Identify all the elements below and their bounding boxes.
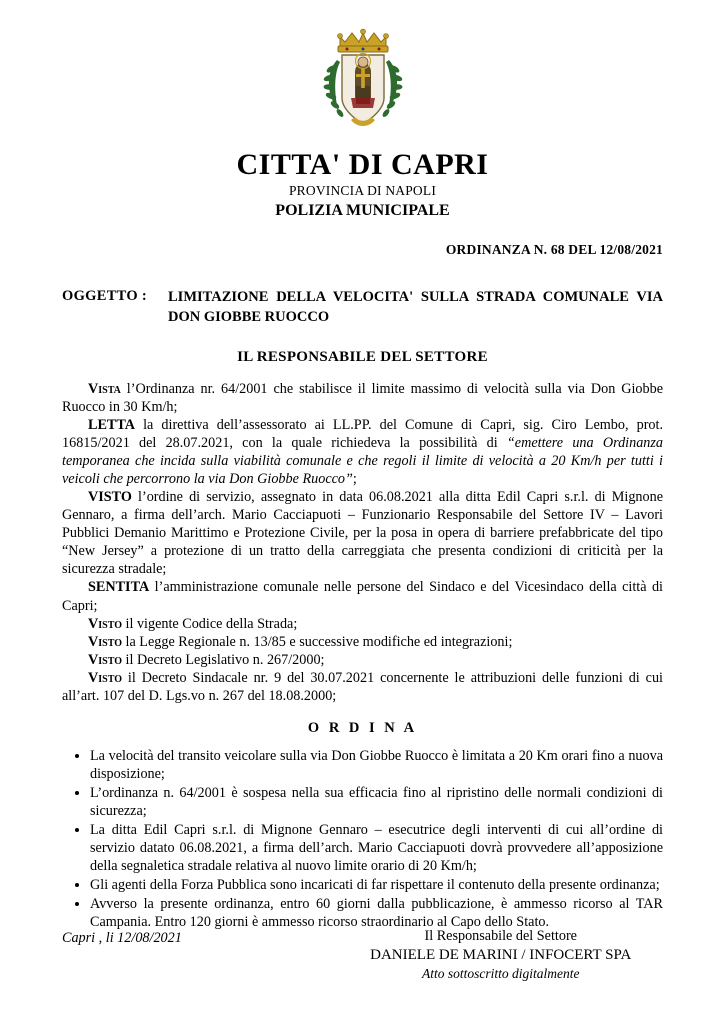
- paragraph-sentita-text: l’amministrazione comunale nelle persone del Sindaco e del Vicesindaco della città di Capri;: [62, 579, 663, 614]
- department-title: POLIZIA MUNICIPALE: [275, 202, 450, 219]
- signature-note: Atto sottoscritto digitalmente: [421, 966, 580, 981]
- paragraph-letta-quote: “emettere una Ordinanza temporanea che incida sulla viabilità comunale e che regoli il limite di velocità a 20 Km/h per tutti i veicoli che percorrono la via Don Giobbe Ruocco”: [62, 435, 663, 488]
- paragraph-visto-codice-text: il vigente Codice della Strada;: [121, 615, 298, 632]
- keyword-visto-1: VISTO: [88, 489, 132, 506]
- ordina-list: [62, 747, 663, 931]
- paragraph-letta-text-b: ;: [352, 471, 357, 488]
- subject-label: OGGETTO :: [62, 288, 148, 304]
- paragraph-vista-text: l’Ordinanza nr. 64/2001 che stabilisce il limite massimo di velocità sulla via Don Giobbe Ruocco in 30 Km/h;: [62, 381, 663, 416]
- keyword-sentita: SENTITA: [88, 579, 150, 596]
- paragraph-visto-ordine: [62, 488, 663, 578]
- subject-block: [62, 288, 663, 327]
- keyword-vista: Vista: [88, 381, 121, 398]
- place-and-date: Capri , li 12/08/2021: [62, 930, 182, 946]
- province-subtitle: PROVINCIA DI NAPOLI: [288, 183, 437, 198]
- list-item: • Gli agenti della Forza Pubblica sono incaricati di far rispettare il contenuto della presente ordinanza;: [90, 876, 663, 894]
- paragraph-letta-text-a: la direttiva dell’assessorato ai LL.PP. del Comune di Capri, sig. Ciro Lembo, prot. 16815/2021 del 28.07.2021, con la quale richiedeva la possibilità di: [62, 417, 663, 452]
- paragraph-vista: [62, 380, 663, 416]
- paragraph-visto-decreto-legislativo: [62, 651, 663, 669]
- paragraph-visto-decreto-sindacale: [62, 669, 663, 705]
- document-body: [62, 380, 663, 705]
- paragraph-visto-legge: [62, 633, 663, 651]
- keyword-visto-3: Visto: [88, 633, 122, 650]
- section-heading-ordina: O R D I N A: [307, 719, 418, 736]
- list-item: • La ditta Edil Capri s.r.l. di Mignone Gennaro – esecutrice degli interventi di cui all’ordine di servizio datato 06.08.2021, a firma dell’arch. Mario Cacciapuoti dovrà provvedere all’apposizione della segnaletica stradale relativa al nuovo limite orario di 20 Km/h;: [90, 821, 663, 875]
- paragraph-letta: [62, 416, 663, 488]
- coat-of-arms-icon: [304, 24, 422, 142]
- subject-text: LIMITAZIONE DELLA VELOCITA' SULLA STRADA COMUNALE VIA DON GIOBBE RUOCCO: [168, 289, 663, 325]
- keyword-visto-4: Visto: [88, 651, 122, 668]
- paragraph-sentita: [62, 578, 663, 614]
- crest-container: [62, 24, 663, 142]
- list-item: • L’ordinanza n. 64/2001 è sospesa nella sua efficacia fino al ripristino delle normali condizioni di sicurezza;: [90, 784, 663, 820]
- paragraph-visto-decreto-legislativo-text: il Decreto Legislativo n. 267/2000;: [121, 651, 325, 668]
- paragraph-visto-codice: [62, 615, 663, 633]
- section-heading-responsible: IL RESPONSABILE DEL SETTORE: [237, 349, 488, 366]
- list-item: • La velocità del transito veicolare sulla via Don Giobbe Ruocco è limitata a 20 Km orari fino a nuova disposizione;: [90, 747, 663, 783]
- keyword-visto-2: Visto: [88, 615, 122, 632]
- signature-block: [338, 928, 663, 982]
- paragraph-visto-decreto-sindacale-text: il Decreto Sindacale nr. 9 del 30.07.2021 concernente le attribuzioni delle funzioni di cui all’art. 107 del D. Lgs.vo n. 267 del 18.08.2000;: [62, 669, 663, 704]
- keyword-letta: LETTA: [88, 417, 136, 434]
- keyword-visto-5: Visto: [88, 669, 122, 686]
- ordinance-number: ORDINANZA N. 68 DEL 12/08/2021: [445, 242, 663, 257]
- city-title: CITTA' DI CAPRI: [236, 148, 489, 181]
- document-footer: [62, 928, 663, 982]
- signer-name: DANIELE DE MARINI / INFOCERT SPA: [370, 947, 632, 963]
- paragraph-visto-ordine-text: l’ordine di servizio, assegnato in data 06.08.2021 alla ditta Edil Capri s.r.l. di Mignone Gennaro, a firma dell’arch. Mario Cacciapuoti – Funzionario Responsabile del Settore IV – Lavori Pubblici Demanio Marittimo e Protezione Civile, per la posa in opera di barriere prefabbricate del tipo “New Jersey” a protezione di un tratto della carreggiata che presenta condizioni di criticità per la sicurezza stradale;: [62, 489, 663, 578]
- paragraph-visto-legge-text: la Legge Regionale n. 13/85 e successive modifiche ed integrazioni;: [121, 633, 513, 650]
- signer-role: Il Responsabile del Settore: [424, 928, 577, 944]
- list-item: • Avverso la presente ordinanza, entro 60 giorni dalla pubblicazione, è ammesso ricorso al TAR Campania. Entro 120 giorni è ammesso ricorso straordinario al Capo dello Stato.: [90, 895, 663, 931]
